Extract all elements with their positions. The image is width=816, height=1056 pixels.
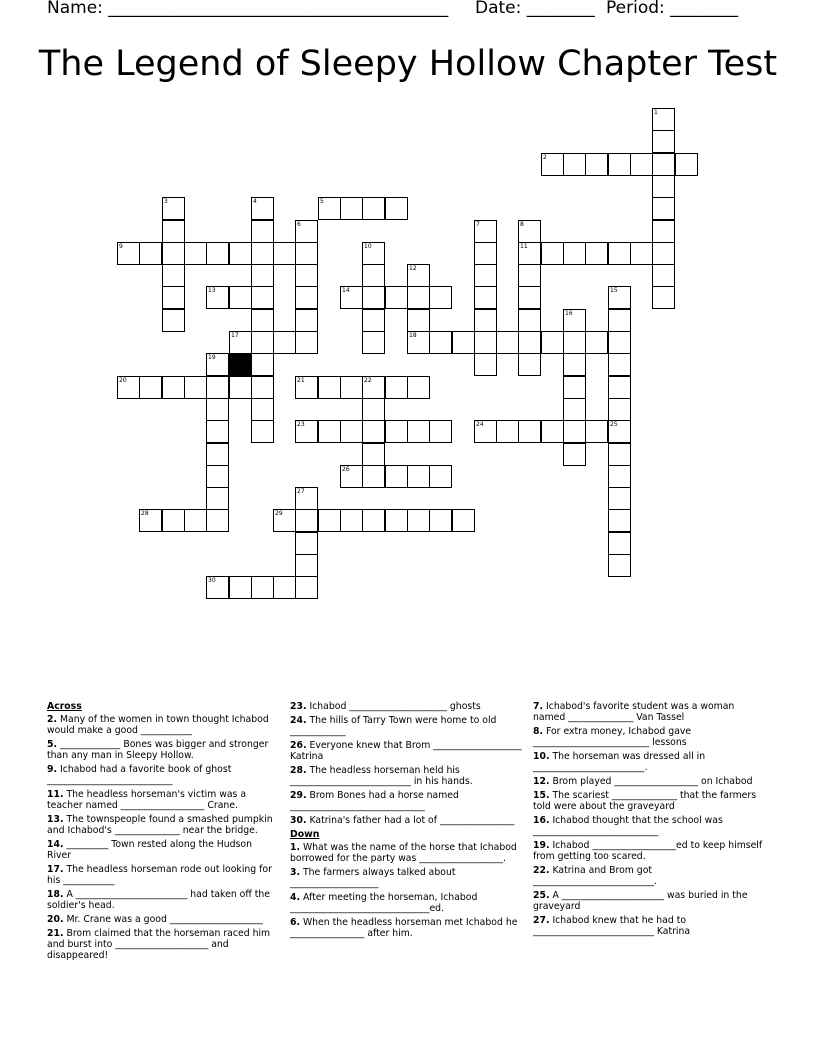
clue-text: Ichabod __________________ed to keep himself from getting too scared.	[533, 840, 763, 862]
grid-cell[interactable]	[452, 331, 475, 354]
across-heading: Across	[47, 701, 82, 712]
clue-number: 1	[654, 109, 658, 116]
clue-number: 11	[520, 243, 528, 250]
clue	[533, 701, 765, 723]
grid-cell[interactable]	[362, 420, 385, 443]
grid-cell[interactable]	[162, 197, 185, 220]
grid-cell[interactable]	[318, 509, 341, 532]
grid-cell[interactable]	[496, 331, 519, 354]
grid-cell[interactable]	[251, 220, 274, 243]
clue	[47, 714, 279, 736]
clue-number-label: 28.	[290, 765, 307, 776]
clue-number: 14	[342, 287, 350, 294]
clue-number: 21	[297, 377, 305, 384]
clue-text: Brom claimed that the horseman raced him and burst into ____________________ and disappeared!	[47, 928, 271, 961]
clue	[533, 726, 765, 748]
grid-cell[interactable]	[608, 153, 631, 176]
grid-cell[interactable]	[385, 509, 408, 532]
grid-cell[interactable]	[518, 331, 541, 354]
clue-number: 26	[342, 466, 350, 473]
grid-cell[interactable]	[563, 420, 586, 443]
grid-cell[interactable]	[340, 376, 363, 399]
clue	[47, 839, 279, 861]
grid-cell[interactable]	[318, 420, 341, 443]
grid-cell[interactable]	[362, 443, 385, 466]
clue-number: 9	[119, 243, 123, 250]
clue-number-label: 23.	[290, 701, 307, 712]
clue-number: 5	[320, 198, 324, 205]
clues-column-1	[47, 701, 279, 964]
grid-cell[interactable]	[295, 264, 318, 287]
clue-text: Ichabod _____________________ ghosts	[306, 701, 481, 712]
grid-cell[interactable]	[295, 487, 318, 510]
clue	[290, 701, 522, 712]
grid-cell[interactable]	[206, 443, 229, 466]
grid-cell[interactable]	[429, 286, 452, 309]
clue-number: 15	[610, 287, 618, 294]
grid-cell[interactable]	[273, 576, 296, 599]
clue-text: Ichabod thought that the school was ___________________________	[533, 815, 723, 837]
grid-cell[interactable]	[229, 286, 252, 309]
grid-cell[interactable]	[340, 465, 363, 488]
grid-cell[interactable]	[652, 108, 675, 131]
grid-cell[interactable]	[608, 420, 631, 443]
grid-cell[interactable]	[362, 286, 385, 309]
grid-cell[interactable]	[496, 420, 519, 443]
grid-cell[interactable]	[295, 532, 318, 555]
grid-cell[interactable]	[407, 309, 430, 332]
clue	[290, 917, 522, 939]
grid-cell[interactable]	[474, 264, 497, 287]
grid-cell[interactable]	[362, 331, 385, 354]
grid-cell[interactable]	[295, 309, 318, 332]
grid-cell[interactable]	[518, 242, 541, 265]
clue-text: The headless horseman's victim was a teacher named __________________ Crane.	[47, 789, 247, 811]
grid-cell[interactable]	[541, 420, 564, 443]
page-title: The Legend of Sleepy Hollow Chapter Test	[38, 44, 778, 84]
clues-column-3	[533, 701, 765, 940]
clue-number: 13	[208, 287, 216, 294]
grid-cell[interactable]	[362, 309, 385, 332]
grid-cell[interactable]	[295, 420, 318, 443]
clue-number: 20	[119, 377, 127, 384]
grid-cell[interactable]	[474, 309, 497, 332]
grid-cell[interactable]	[541, 331, 564, 354]
clue	[47, 914, 279, 925]
clue-number-label: 16.	[533, 815, 550, 826]
grid-cell[interactable]	[407, 420, 430, 443]
grid-cell[interactable]	[251, 376, 274, 399]
grid-cell[interactable]	[117, 376, 140, 399]
grid-cell[interactable]	[206, 465, 229, 488]
grid-cell[interactable]	[385, 465, 408, 488]
grid-cell[interactable]	[295, 286, 318, 309]
down-heading: Down	[290, 829, 320, 840]
clue-number-label: 27.	[533, 915, 550, 926]
clue-number: 3	[164, 198, 168, 205]
clue-number-label: 22.	[533, 865, 550, 876]
clue-number-label: 26.	[290, 740, 307, 751]
grid-cell[interactable]	[518, 309, 541, 332]
clue-number-label: 25.	[533, 890, 550, 901]
grid-cell[interactable]	[407, 465, 430, 488]
clue-number: 7	[476, 221, 480, 228]
clue-text: Ichabod had a favorite book of ghost ___________________________	[47, 764, 232, 786]
clue-text: Everyone knew that Brom ___________________ Katrina	[290, 740, 522, 762]
grid-cell[interactable]	[518, 286, 541, 309]
grid-cell[interactable]	[251, 398, 274, 421]
grid-cell[interactable]	[362, 264, 385, 287]
clue-text: After meeting the horseman, Ichabod ______________________________ed.	[290, 892, 478, 914]
grid-cell[interactable]	[139, 376, 162, 399]
grid-cell[interactable]	[474, 420, 497, 443]
clue-number: 18	[409, 332, 417, 339]
grid-cell[interactable]	[585, 331, 608, 354]
grid-cell[interactable]	[117, 242, 140, 265]
clue-number-label: 21.	[47, 928, 64, 939]
grid-cell[interactable]	[206, 376, 229, 399]
clue-number-label: 8.	[533, 726, 544, 737]
clue-number: 30	[208, 577, 216, 584]
grid-cell[interactable]	[585, 242, 608, 265]
date-field-label: Date: ________	[475, 0, 595, 18]
grid-cell[interactable]	[630, 242, 653, 265]
grid-cell[interactable]	[474, 242, 497, 265]
grid-cell[interactable]	[295, 509, 318, 532]
grid-cell[interactable]	[362, 242, 385, 265]
grid-cell[interactable]	[652, 153, 675, 176]
grid-cell[interactable]	[273, 242, 296, 265]
clue-text: The scariest ______________ that the farmers told were about the graveyard	[533, 790, 757, 812]
clue-text: Brom played __________________ on Ichabod	[549, 776, 753, 787]
grid-cell[interactable]	[429, 509, 452, 532]
grid-cell[interactable]	[474, 331, 497, 354]
period-field-label: Period: ________	[606, 0, 739, 18]
clue-number-label: 2.	[47, 714, 58, 725]
grid-cell[interactable]	[407, 264, 430, 287]
grid-cell[interactable]	[184, 242, 207, 265]
grid-cell[interactable]	[251, 331, 274, 354]
grid-cell[interactable]	[608, 487, 631, 510]
clue-number-label: 14.	[47, 839, 64, 850]
clue-number: 4	[253, 198, 257, 205]
clue	[290, 715, 522, 737]
clue	[533, 751, 765, 773]
clue-number: 23	[297, 421, 305, 428]
grid-cell[interactable]	[474, 286, 497, 309]
clue-number-label: 15.	[533, 790, 550, 801]
clue-number: 16	[565, 310, 573, 317]
clue-text: A ________________________ had taken off the soldier's head.	[47, 889, 270, 911]
clue	[533, 790, 765, 812]
clue	[290, 867, 522, 889]
clue-number: 8	[520, 221, 524, 228]
grid-cell[interactable]	[407, 331, 430, 354]
grid-cell[interactable]	[295, 376, 318, 399]
clue-number-label: 9.	[47, 764, 58, 775]
grid-cell[interactable]	[340, 420, 363, 443]
clue-text: The headless horseman held his __________________________ in his hands.	[290, 765, 473, 787]
grid-cell[interactable]	[652, 197, 675, 220]
grid-cell[interactable]	[407, 286, 430, 309]
grid-cell[interactable]	[585, 420, 608, 443]
grid-cell[interactable]	[139, 242, 162, 265]
clue-text: Brom Bones had a horse named _____________________________	[290, 790, 459, 812]
clue-number-label: 20.	[47, 914, 64, 925]
grid-cell[interactable]	[206, 242, 229, 265]
clue-number: 10	[364, 243, 372, 250]
grid-cell[interactable]	[184, 376, 207, 399]
clue	[290, 892, 522, 914]
clue	[290, 842, 522, 864]
clue-number-label: 7.	[533, 701, 544, 712]
clue-text: _____________ Bones was bigger and stronger than any man in Sleepy Hollow.	[47, 739, 269, 761]
clue-number-label: 24.	[290, 715, 307, 726]
grid-cell[interactable]	[229, 576, 252, 599]
grid-cell[interactable]	[518, 220, 541, 243]
grid-cell[interactable]	[162, 242, 185, 265]
grid-cell[interactable]	[563, 443, 586, 466]
blocked-cell	[229, 353, 252, 376]
clue	[533, 776, 765, 787]
grid-cell[interactable]	[340, 286, 363, 309]
grid-cell[interactable]	[206, 398, 229, 421]
grid-cell[interactable]	[362, 509, 385, 532]
grid-cell[interactable]	[295, 220, 318, 243]
grid-cell[interactable]	[251, 309, 274, 332]
grid-cell[interactable]	[362, 376, 385, 399]
grid-cell[interactable]	[608, 509, 631, 532]
grid-cell[interactable]	[340, 509, 363, 532]
grid-cell[interactable]	[675, 153, 698, 176]
clue-text: The townspeople found a smashed pumpkin and Ichabod's ______________ near the bridge.	[47, 814, 273, 836]
grid-cell[interactable]	[229, 242, 252, 265]
clue	[290, 740, 522, 762]
grid-cell[interactable]	[630, 153, 653, 176]
grid-cell[interactable]	[206, 286, 229, 309]
clue-text: Mr. Crane was a good ____________________	[63, 914, 263, 925]
grid-cell[interactable]	[541, 242, 564, 265]
clue-number: 28	[141, 510, 149, 517]
clue-text: When the headless horseman met Ichabod he ________________ after him.	[290, 917, 518, 939]
grid-cell[interactable]	[652, 130, 675, 153]
clue	[47, 864, 279, 886]
clue-text: Many of the women in town thought Ichabod would make a good ___________	[47, 714, 269, 736]
grid-cell[interactable]	[251, 420, 274, 443]
grid-cell[interactable]	[608, 443, 631, 466]
clue	[290, 765, 522, 787]
clue	[533, 915, 765, 937]
grid-cell[interactable]	[608, 242, 631, 265]
grid-cell[interactable]	[563, 376, 586, 399]
grid-cell[interactable]	[273, 509, 296, 532]
grid-cell[interactable]	[563, 353, 586, 376]
grid-cell[interactable]	[162, 220, 185, 243]
clue-text: Katrina's father had a lot of ________________	[306, 815, 515, 826]
grid-cell[interactable]	[563, 398, 586, 421]
grid-cell[interactable]	[652, 220, 675, 243]
clue-number: 6	[297, 221, 301, 228]
clue-number-label: 1.	[290, 842, 301, 853]
grid-cell[interactable]	[652, 286, 675, 309]
grid-cell[interactable]	[206, 420, 229, 443]
grid-cell[interactable]	[608, 532, 631, 555]
grid-cell[interactable]	[385, 197, 408, 220]
grid-cell[interactable]	[251, 286, 274, 309]
clue-number-label: 13.	[47, 814, 64, 825]
grid-cell[interactable]	[162, 376, 185, 399]
clue-text: _________ Town rested along the Hudson River	[47, 839, 253, 861]
grid-cell[interactable]	[563, 242, 586, 265]
clue-text: Katrina and Brom got __________________________.	[533, 865, 657, 887]
grid-cell[interactable]	[251, 197, 274, 220]
grid-cell[interactable]	[295, 576, 318, 599]
clue-number: 22	[364, 377, 372, 384]
grid-cell[interactable]	[206, 353, 229, 376]
clue-number-label: 10.	[533, 751, 550, 762]
grid-cell[interactable]	[608, 376, 631, 399]
clue-text: The hills of Tarry Town were home to old ____________	[290, 715, 497, 737]
clue	[47, 928, 279, 961]
grid-cell[interactable]	[518, 353, 541, 376]
clue	[290, 815, 522, 826]
grid-cell[interactable]	[206, 487, 229, 510]
grid-cell[interactable]	[407, 509, 430, 532]
grid-cell[interactable]	[162, 264, 185, 287]
grid-cell[interactable]	[362, 197, 385, 220]
clue-number: 24	[476, 421, 484, 428]
clues-column-2	[290, 701, 522, 942]
clue-number: 2	[543, 154, 547, 161]
clue-text: A ______________________ was buried in the graveyard	[533, 890, 748, 912]
clue	[47, 814, 279, 836]
grid-cell[interactable]	[563, 153, 586, 176]
grid-cell[interactable]	[474, 353, 497, 376]
clue	[533, 840, 765, 862]
grid-cell[interactable]	[608, 353, 631, 376]
grid-cell[interactable]	[362, 465, 385, 488]
grid-cell[interactable]	[385, 286, 408, 309]
clue	[47, 764, 279, 786]
grid-cell[interactable]	[251, 353, 274, 376]
clue	[47, 739, 279, 761]
grid-cell[interactable]	[652, 242, 675, 265]
grid-cell[interactable]	[608, 554, 631, 577]
grid-cell[interactable]	[295, 242, 318, 265]
clue-number: 17	[231, 332, 239, 339]
clue	[533, 890, 765, 912]
grid-cell[interactable]	[318, 376, 341, 399]
grid-cell[interactable]	[206, 576, 229, 599]
clue-number-label: 5.	[47, 739, 58, 750]
grid-cell[interactable]	[206, 509, 229, 532]
grid-cell[interactable]	[541, 153, 564, 176]
clue-number: 19	[208, 354, 216, 361]
clue-number-label: 3.	[290, 867, 301, 878]
grid-cell[interactable]	[407, 376, 430, 399]
grid-cell[interactable]	[652, 175, 675, 198]
clue-number: 29	[275, 510, 283, 517]
grid-cell[interactable]	[518, 264, 541, 287]
grid-cell[interactable]	[162, 309, 185, 332]
grid-cell[interactable]	[340, 197, 363, 220]
grid-cell[interactable]	[362, 398, 385, 421]
clue-number-label: 11.	[47, 789, 64, 800]
clue-number-label: 18.	[47, 889, 64, 900]
name-field-label: Name: ________________________________________	[47, 0, 449, 18]
grid-cell[interactable]	[251, 576, 274, 599]
grid-cell[interactable]	[608, 465, 631, 488]
clue-text: Ichabod knew that he had to __________________________ Katrina	[533, 915, 691, 937]
clue-number: 25	[610, 421, 618, 428]
clue-number-label: 29.	[290, 790, 307, 801]
grid-cell[interactable]	[385, 376, 408, 399]
grid-cell[interactable]	[162, 286, 185, 309]
grid-cell[interactable]	[385, 420, 408, 443]
clue	[533, 815, 765, 837]
grid-cell[interactable]	[251, 242, 274, 265]
grid-cell[interactable]	[318, 197, 341, 220]
clue-text: The farmers always talked about ___________________	[290, 867, 456, 889]
grid-cell[interactable]	[585, 153, 608, 176]
clue-text: For extra money, Ichabod gave _________________________ lessons	[533, 726, 692, 748]
clue-text: The horseman was dressed all in ________________________.	[533, 751, 706, 773]
grid-cell[interactable]	[295, 331, 318, 354]
clue-text: The headless horseman rode out looking for his ___________	[47, 864, 272, 886]
grid-cell[interactable]	[429, 420, 452, 443]
grid-cell[interactable]	[139, 509, 162, 532]
grid-cell[interactable]	[229, 331, 252, 354]
clue-number-label: 4.	[290, 892, 301, 903]
clue	[47, 889, 279, 911]
grid-cell[interactable]	[608, 331, 631, 354]
grid-cell[interactable]	[608, 286, 631, 309]
grid-cell[interactable]	[452, 509, 475, 532]
clue-number: 12	[409, 265, 417, 272]
clue	[290, 790, 522, 812]
grid-cell[interactable]	[563, 309, 586, 332]
grid-cell[interactable]	[162, 509, 185, 532]
grid-cell[interactable]	[652, 264, 675, 287]
grid-cell[interactable]	[608, 398, 631, 421]
grid-cell[interactable]	[295, 554, 318, 577]
clue-text: Ichabod's favorite student was a woman named ______________ Van Tassel	[533, 701, 735, 723]
clue	[533, 865, 765, 887]
clue-number: 27	[297, 488, 305, 495]
grid-cell[interactable]	[184, 509, 207, 532]
clue	[47, 789, 279, 811]
clue-number-label: 19.	[533, 840, 550, 851]
clue-number-label: 6.	[290, 917, 301, 928]
clue-number-label: 12.	[533, 776, 550, 787]
grid-cell[interactable]	[273, 331, 296, 354]
clue-text: What was the name of the horse that Ichabod borrowed for the party was __________________.	[290, 842, 517, 864]
grid-cell[interactable]	[474, 220, 497, 243]
clue-number-label: 30.	[290, 815, 307, 826]
grid-cell[interactable]	[229, 376, 252, 399]
grid-cell[interactable]	[518, 420, 541, 443]
grid-cell[interactable]	[608, 309, 631, 332]
grid-cell[interactable]	[429, 331, 452, 354]
grid-cell[interactable]	[563, 331, 586, 354]
grid-cell[interactable]	[429, 465, 452, 488]
clue-number-label: 17.	[47, 864, 64, 875]
grid-cell[interactable]	[251, 264, 274, 287]
